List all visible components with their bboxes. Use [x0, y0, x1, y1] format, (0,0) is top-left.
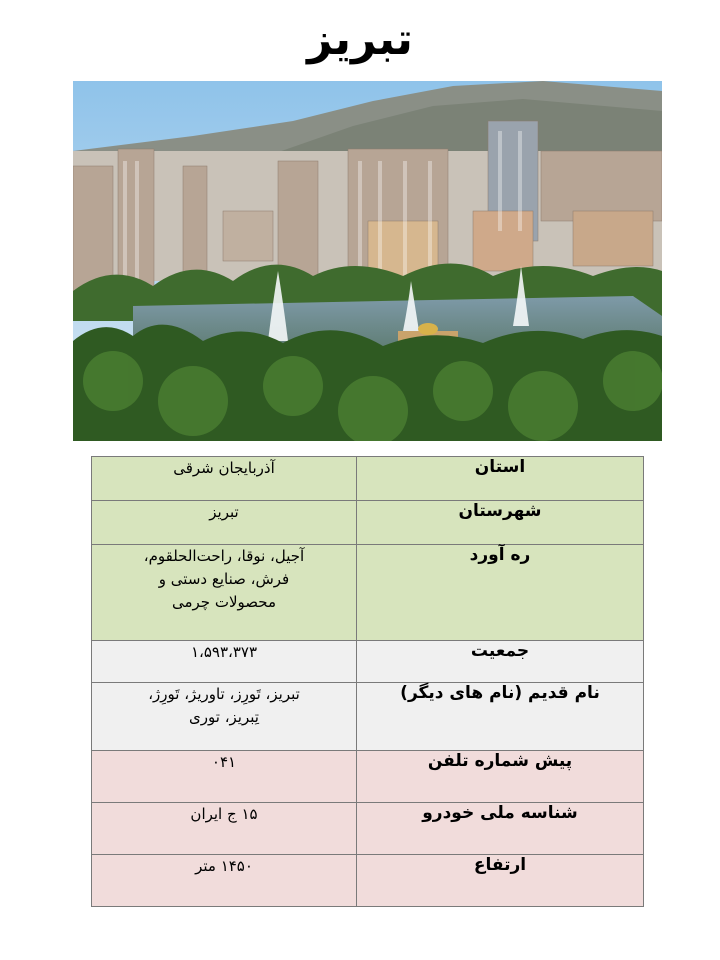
row-label: شناسه ملی خودرو [357, 803, 644, 855]
row-value: تبریز، تَورِز، تاوریژ، تَورِژ، تِبریز، توری [92, 683, 357, 751]
table-row [92, 457, 644, 501]
row-value: ۰۴۱ [92, 751, 357, 803]
row-label: ارتفاع [357, 855, 644, 907]
row-value: ۱،۵۹۳،۳۷۳ [92, 641, 357, 683]
row-value: آجیل، نوقا، راحت‌الحلقوم، فرش، صنایع دستی و محصولات چرمی [92, 545, 357, 641]
row-label: جمعیت [357, 641, 644, 683]
row-label: ره آورد [357, 545, 644, 641]
info-table [91, 456, 644, 907]
row-label: استان [357, 457, 644, 501]
page-title: تبریز [307, 14, 413, 65]
table-row [92, 751, 644, 803]
city-photo [73, 81, 662, 441]
row-label: نام قدیم (نام های دیگر) [357, 683, 644, 751]
row-value: آذربایجان شرقی [92, 457, 357, 501]
table-row [92, 855, 644, 907]
row-value: ۱۵ ج ایران [92, 803, 357, 855]
row-value: ۱۴۵۰ متر [92, 855, 357, 907]
row-label: پیش شماره تلفن [357, 751, 644, 803]
table-row [92, 501, 644, 545]
table-row [92, 545, 644, 641]
table-row [92, 641, 644, 683]
row-label: شهرستان [357, 501, 644, 545]
table-row [92, 683, 644, 751]
table-row [92, 803, 644, 855]
row-value: تبریز [92, 501, 357, 545]
